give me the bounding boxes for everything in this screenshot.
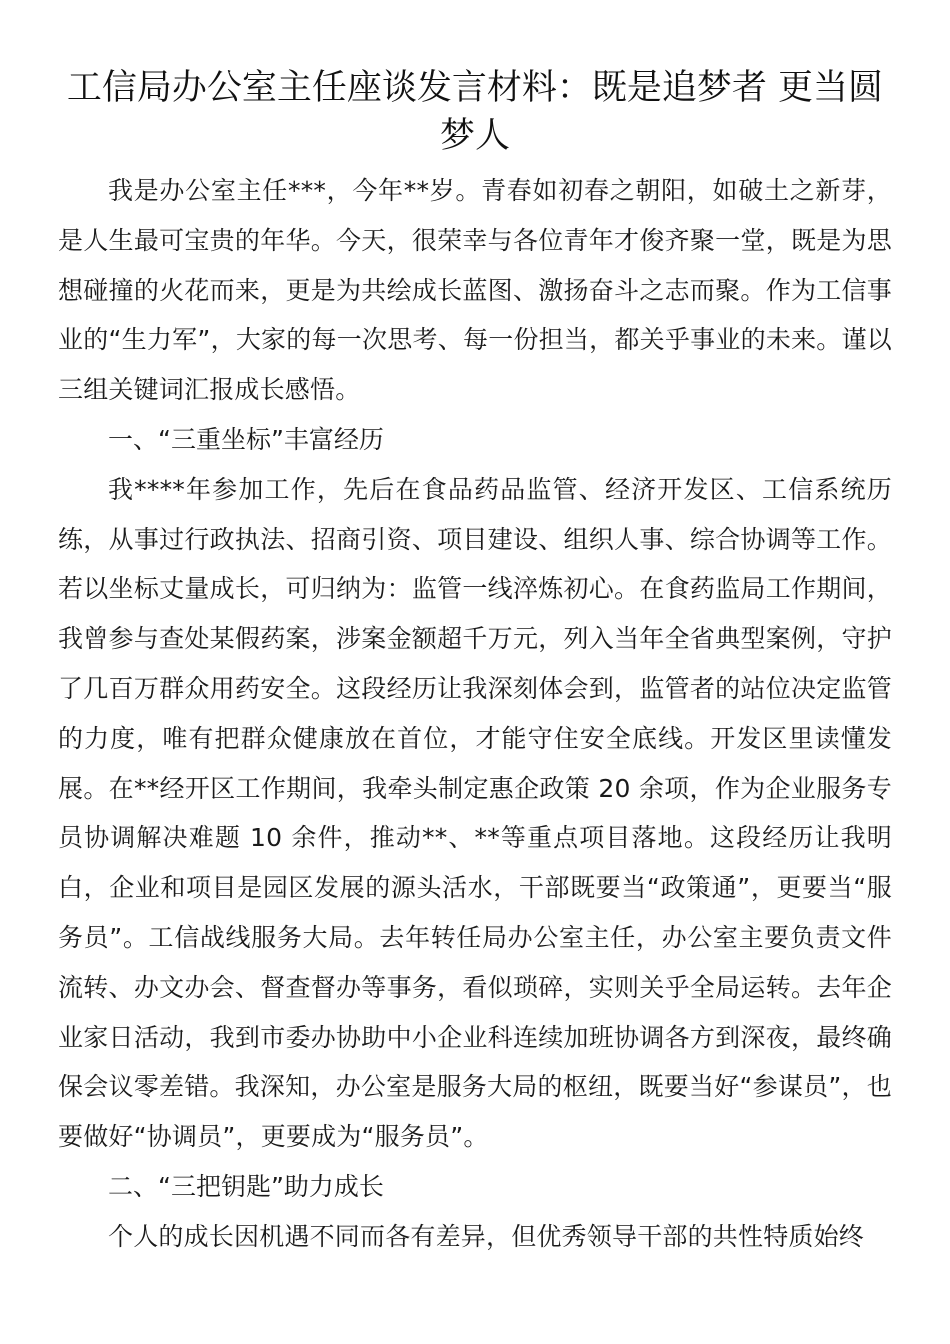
section-heading-2: 二、“三把钥匙”助力成长 [108,1171,384,1201]
section-heading-1: 一、“三重坐标”丰富经历 [108,424,384,454]
experience-paragraph: 我****年参加工作，先后在食品药品监管、经济开发区、工信系统历练，从事过行政执法、招商引资、项目建设、组织人事、综合协调等工作。若以坐标丈量成长，可归纳为：监管一线淬炼初心。在食药监局工作期间，我曾参与查处某假药案，涉案金额超千万元，列入当年全省典型案例，守护了几百万群众用药安全。这段经历让我深刻体会到，监管者的站位决定监管的力度，唯有把群众健康放在首位，才能守住安全底线。开发区里读懂发展。在**经开区工作期间，我牵头制定惠企政策 20 余项，作为企业服务专员协调解决难题 10 余件，推动**、**等重点项目落地。这段经历让我明白，企业和项目是园区发展的源头活水，干部既要当“政策通”，更要当“服务员”。工信战线服务大局。去年转任局办公室主任，办公室主要负责文件流转、办文办会、督查督办等事务，看似琐碎，实则关乎全局运转。去年企业家日活动，我到市委办协助中小企业科连续加班协调各方到深夜，最终确保会议零差错。我深知，办公室是服务大局的枢纽，既要当好“参谋员”，也要做好“协调员”，更要成为“服务员”。 [58,474,892,1152]
document-title: 工信局办公室主任座谈发言材料：既是追梦者 更当圆梦人 [66,68,884,156]
growth-paragraph: 个人的成长因机遇不同而各有差异，但优秀领导干部的共性特质始终 [108,1221,865,1251]
document-page [58,64,892,1262]
intro-paragraph: 我是办公室主任***，今年**岁。青春如初春之朝阳，如破土之新芽，是人生最可宝贵的年华。今天，很荣幸与各位青年才俊齐聚一堂，既是为思想碰撞的火花而来，更是为共绘成长蓝图、激扬奋斗之志而聚。作为工信事业的“生力军”，大家的每一次思考、每一份担当，都关乎事业的未来。谨以三组关键词汇报成长感悟。 [58,176,892,405]
